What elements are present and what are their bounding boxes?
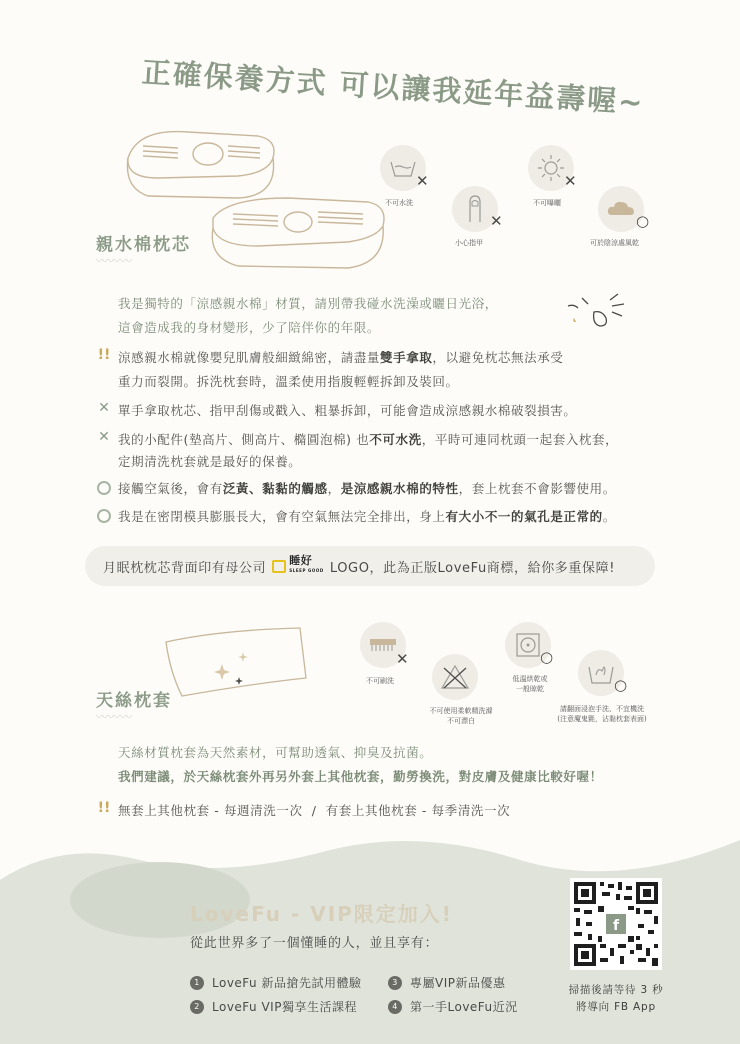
wash-frequency-note: 無套上其他枕套 - 每週清洗一次 / 有套上其他枕套 - 每季清洗一次 [118,803,511,818]
wave-divider: 〰〰〰 [96,254,133,268]
bullet-text: 定期清洗枕套就是最好的保養。 [118,454,302,469]
o-bullet-icon [97,481,111,495]
o-mark-icon: ○ [636,212,650,230]
icon-caption: 不可使用柔軟精洗滌 不可漂白 [429,707,493,725]
svg-text:f: f [612,918,620,934]
o-bullet-icon [97,509,111,523]
bullet-text: 我的小配件(墊高片、側高片、橢圓泡棉) 也不可水洗，平時可連同枕頭一起套入枕套， [118,432,619,447]
pillowcase-illustration [160,622,310,712]
hand-sketch-icon [562,292,632,336]
logo-notice: 月眠枕枕芯背面印有母公司 睡好 SLEEP GOOD LOGO，此為正版LoveFu商標，給你多重保障! [85,546,655,586]
x-mark-icon: ✕ [396,650,409,668]
icon-caption: 可於陰涼處風乾 [590,239,639,247]
vip-subtitle: 從此世界多了一個懂睡的人，並且享有： [190,936,439,951]
warning-icon: !! [97,800,111,816]
section-label-tencel: 天絲枕套 [96,691,172,711]
perk-item: 2 LoveFu VIP獨享生活課程 [190,998,357,1015]
bullet-text: 涼感親水棉就像嬰兒肌膚般細緻綿密，請盡量雙手拿取，以避免枕芯無法承受 [118,350,564,365]
o-mark-icon: ○ [540,648,554,666]
icon-caption: 低溫烘乾或 一般晾乾 [512,675,548,693]
warning-icon: !! [97,347,111,363]
vip-title: LoveFu - VIP限定加入! [190,902,453,926]
perk-item: 1 LoveFu 新品搶先試用體驗 [190,974,361,991]
icon-caption: 不可刷洗 [366,677,394,685]
bullet-text: 接觸空氣後，會有泛黃、黏黏的觸感，是涼感親水棉的特性，套上枕套不會影響使用。 [118,481,616,496]
icon-caption: 小心指甲 [455,239,483,247]
bullet-text: 重力而裂開。拆洗枕套時，溫柔使用指腹輕輕拆卸及裝回。 [118,374,459,389]
x-bullet-icon: ✕ [98,429,110,445]
intro-line: 我是獨特的「涼感親水棉」材質，請別帶我碰水洗澡或曬日光浴， [118,296,498,311]
wave-divider: 〰〰〰 [96,710,133,724]
intro-line: 這會造成我的身材變形，少了陪伴你的年限。 [118,320,381,335]
bullet-text: 我是在密閉模具膨脹長大，會有空氣無法完全排出，身上有大小不一的氣孔是正常的。 [118,509,616,524]
intro-line: 天絲材質枕套為天然素材，可幫助透氣、抑臭及抗菌。 [118,745,433,760]
page-title: 正確保養方式 可以讓我延年益壽喔~ [140,55,646,120]
icon-caption: 不可水洗 [385,199,413,207]
sleepgood-logo: 睡好 SLEEP GOOD [272,556,324,576]
section-label-foam: 親水棉枕芯 [96,235,191,255]
perk-item: 3 專屬VIP新品優惠 [388,974,506,991]
triangle-icon [432,654,478,700]
x-mark-icon: ✕ [564,172,577,190]
icon-caption: 請翻面浸泡手洗、不宜機洗 (注意魔鬼氈，沾黏枕套表面) [557,705,647,723]
bullet-text: 單手拿取枕芯、指甲刮傷或戳入、粗暴拆卸，可能會造成涼感親水棉破裂損害。 [118,403,577,418]
x-bullet-icon: ✕ [98,400,110,416]
qr-instructions: 掃描後請等待 3 秒 將導向 FB App [568,984,664,1013]
fb-qr-code[interactable] [570,878,662,970]
x-mark-icon: ✕ [416,172,429,190]
x-mark-icon: ✕ [490,212,503,230]
perk-item: 4 第一手LoveFu近況 [388,998,518,1015]
icon-caption: 不可曝曬 [533,199,561,207]
o-mark-icon: ○ [614,676,628,694]
intro-line: 我們建議，於天絲枕套外再另外套上其他枕套，勤勞換洗，對皮膚及健康比較好喔！ [118,769,603,784]
